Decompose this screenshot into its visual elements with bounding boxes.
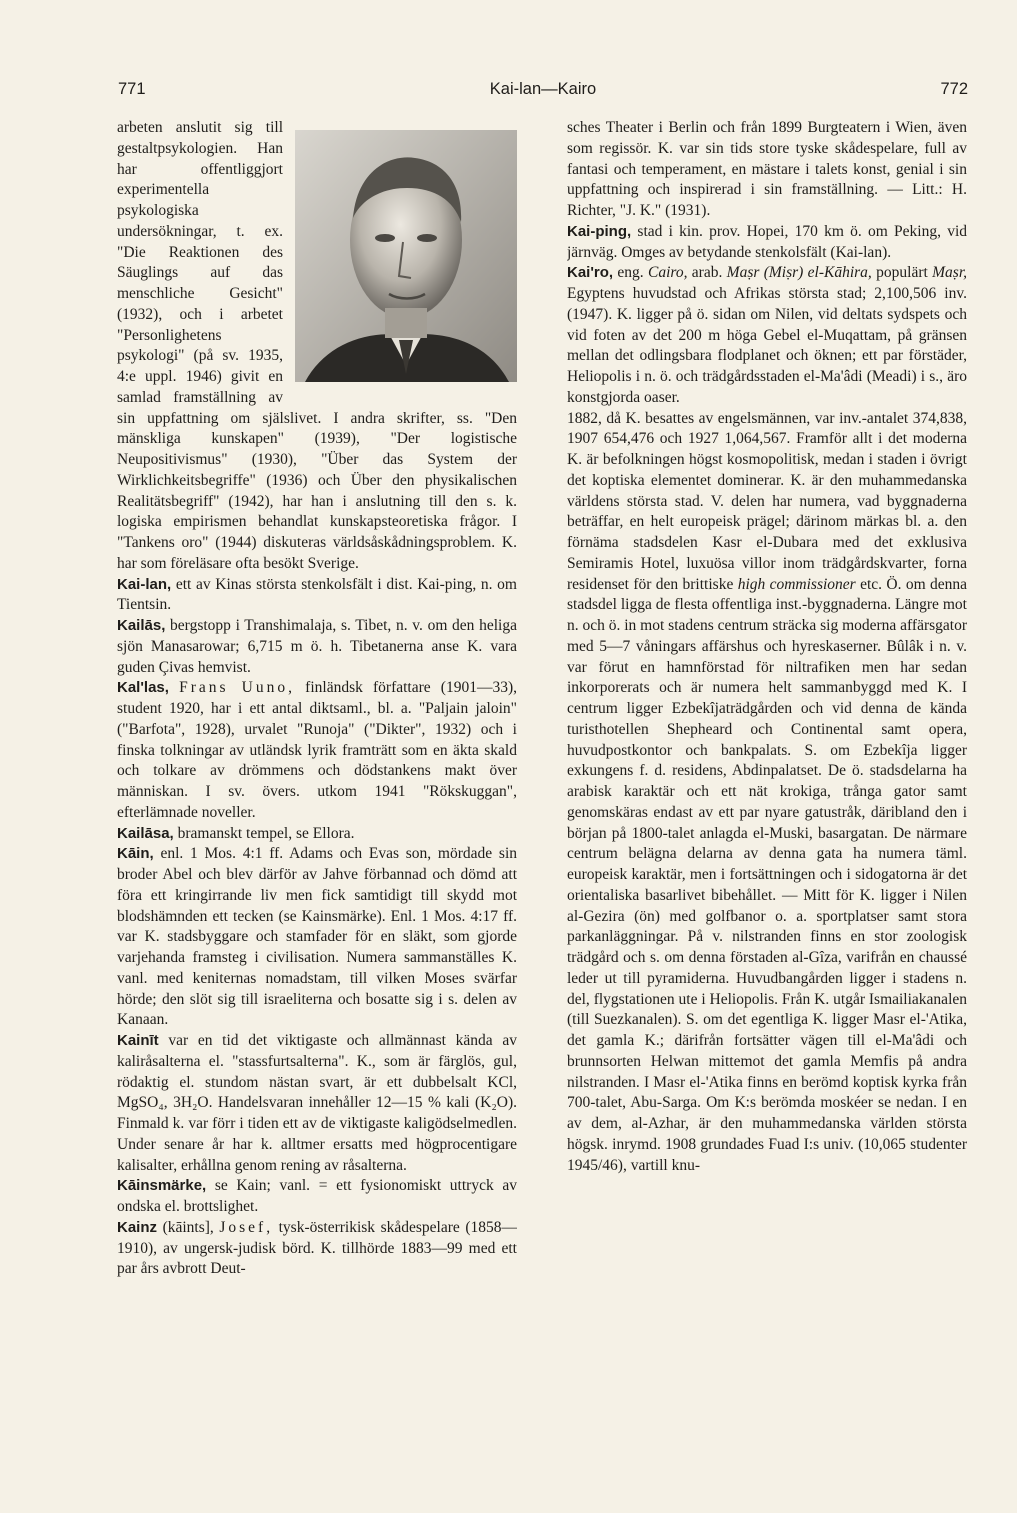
foreign-name: Maṣr, (932, 264, 967, 282)
entry-kai-lan (117, 575, 517, 617)
entry-kainsmarke (117, 1176, 517, 1218)
entry-kainit (117, 1031, 517, 1176)
entry-text: arab. (687, 264, 727, 282)
entry-kailas (117, 616, 517, 678)
entry-kallas (117, 678, 517, 823)
headword: Kai'ro, (567, 264, 614, 282)
headword: Kainz (117, 1218, 158, 1236)
running-head-title: Kai-lan—Kairo (489, 80, 597, 98)
entry-text: populärt (871, 264, 933, 282)
headword: Kainīt (117, 1032, 159, 1049)
entry-kairo (567, 263, 967, 408)
entry-kailasa (117, 824, 517, 845)
entry-kai-ping (567, 222, 967, 264)
entry-text: bergstopp i Transhimalaja, s. Tibet, n. v. om den heliga sjön Manasarowar; 6,715 m ö. h. Tibetanerna anse K. vara guden Çivas hemvist. (117, 617, 517, 676)
entry-text: etc. Ö. om denna stadsdel ligga de flesta offentliga inst.-byggnaderna. Längre mot n. och ö. in mot stadens centrum sträcka sig moderna affärsgator med 5—7 våningars affärshus och hyreskaserner. Bûlâk i n. v. var förut en hamnförstad för niltrafiken men har sedan inkorporerats och är numera helt sammanbyggd med K. I centrum ligger Ezbekîjaträdgården och vid denna de kända turisthotellen Shepheard och Continental samt opera, huvudpostkontor och bankpalats. S. om Ezbekîja ligger exkungens f. d. residens, Abdinpalatset. De ö. stadsdelarna ha arabisk karaktär och ett nät krokiga, trånga gator samt genomskäras endast av ett par nyare gatustråk, däribland den i början på 1800-talet anlagda el-Muski, basargatan. De närmare centrum belägna delarna av denna gata ha numera täml. europeisk karaktär, men i fortsättningen och i sidogatorna är det orientaliska basarlivet bibehållet. — Mitt för K. ligger i Nilen al-Gezira (ön) med golfbanor o. a. sportplatser samt stora parkanläggningar. På v. nilstranden finns en stor zoologisk trädgård och s. om denna förstaden al-Gîza, varifrån en chaussé leder ut till pyramiderna. Huvudbangården ligger i stadens n. del, flygstationen ute i Heliopolis. Från K. utgår Ismailiakanalen (till Suezkanalen). S. om det egentliga K. ligger Masr el-'Atika, det gamla K.; därifrån fortsätter vägen till el-Ma'âdi och brunnsorten Helwan mittemot det gamla Memfis på andra nilstranden. I Masr el-'Atika finns en berömd koptisk kyrka från 700-talet, Abu-Sarga. Om K:s berömda moskéer se nedan. I en av dem, al-Azhar, är den muhammedanska världen största högsk. inrymd. 1908 grundades Fuad I:s univ. (10,065 studenter 1945/46), vartill knu- (567, 575, 967, 1174)
entry-kainz (117, 1218, 517, 1280)
portrait-image (295, 130, 517, 382)
entry-text: enl. 1 Mos. 4:1 ff. Adams och Evas son, mördade sin broder Abel och blev därför av Jahve förbannad och dömd att föra ett kringirrande liv men fick samtidigt till skydd mot blodshämnden ett tecken (se Kainsmärke). Enl. 1 Mos. 4:17 ff. var K. stadsbyggare och stamfader för en släkt, som gjorde varjehanda framsteg i civilisation. Numera sammanställes K. vanl. med keniternas nomadstam, till vilken Moses svärfar hörde; den slöt sig till israeliterna och bosatte sig i s. delen av Kanaan. (117, 845, 517, 1029)
foreign-term: high commissioner (737, 575, 856, 593)
entry-text: tysk-österrikisk skådespelare (1858—1910), av ungersk-judisk börd. K. tillhörde 1883—99 med ett par års avbrott Deut- (117, 1218, 517, 1278)
entry-kain (117, 844, 517, 1031)
entry-text: 1882, då K. besattes av engelsmännen, var inv.-antalet 374,838, 1907 654,476 och 1927 1,064,567. Framför allt i det moderna K. är befolkningen högst kosmopolitisk, medan i staden i övrigt det koptiska elementet dominerar. K. är den muhammedanska världens största stad. V. delen har numera, vad byggnaderna beträffar, en helt europeisk prägel; därinom märkas bl. a. den förnäma stadsdelen Kasr el-Dubara med det exklusiva Semiramis Hotel, luxuösa villor inom trädgårdskvarter, forna residenset för den brittiske (567, 409, 967, 593)
headword: Kai-lan, (117, 575, 172, 593)
page-number-right: 772 (940, 80, 968, 98)
foreign-name: Cairo, (647, 264, 688, 282)
left-column (117, 118, 517, 1380)
headword: Kal'las, (117, 679, 169, 697)
entry-text: ett av Kinas största stenkolsfält i dist. Kai-ping, n. om Tientsin. (117, 575, 517, 614)
person-name: Josef, (219, 1218, 274, 1236)
entry-continuation (567, 118, 967, 222)
person-name: Frans Uuno, (179, 679, 296, 697)
portrait-photo (295, 130, 517, 382)
headword: Kailāsa, (117, 824, 174, 842)
pronunciation: (kāints], (157, 1218, 220, 1236)
entry-text: var en tid det viktigaste och allmännast kända av kaliråsalterna el. "stassfurtsalterna". K., som är färglös, gul, rödaktig el. stundom nästan svart, är ett dubbelsalt KCl, MgSO₄, 3H₂O. Handelsvaran innehåller 12—15 % kali (K₂O). Finmald k. var förr i tiden ett av de viktigaste kaligödselmedlen. Under senare år har k. alltmer ersatts med högprocentigare kalisalter, erhållna genom rening av råsalterna. (117, 1032, 517, 1174)
entry-text: finländsk författare (1901—33), student 1920, har i ett antal diktsaml., bl. a. "Paljain jaloin" ("Barfota", 1928), urvalet "Runoja" ("Dikter", 1932) och i finska tolkningar av utländsk lyrik framträtt som en äkta skald och tolkare av drömmens och dödstankens makt över människan. I sv. övers. utkom 1941 "Rökskuggan", efterlämnade noveller. (117, 679, 517, 821)
foreign-name: Maṣr (Miṣr) el-Kāhira, (726, 264, 872, 282)
entry-text: se Kain; vanl. = ett fysionomiskt uttryck av ondska el. brottslighet. (117, 1177, 517, 1215)
entry-text: stad i kin. prov. Hopei, 170 km ö. om Peking, vid järnväg. Omges av betydande stenkolsfält (Kai-lan). (567, 222, 967, 261)
headword: Kai-ping, (567, 222, 632, 240)
right-column (567, 118, 967, 1380)
entry-text: eng. (613, 264, 648, 282)
entry-kairo-history (567, 409, 967, 1177)
running-head (118, 80, 968, 106)
body-text: arbeten anslutit sig till gestaltpsykologien. Han har offentliggjort experimentella psykologiska undersökningar, t. ex. "Die Reaktionen des Säuglings auf das menschliche Gesicht" (1932), och i arbetet "Personlighetens psykologi" (på sv. 1935, 4:e uppl. 1946) givit en samlad framställning av sin uppfattning om själslivet. I andra skrifter, ss. "Den mänskliga kunskapen" (1939), "Der logistische Neupositivismus" (1930), "Über das System der Wirklichkeitsbegriffe" (1936) och Über den physikalischen Realitätsbegriff" (1942), har han i anslutning till den s. k. logiska empirismen behandlat kunskapsteoretiska frågor. I "Tankens oro" (1944) diskuteras världsåskådningsproblem. K. har som föreläsare ofta besökt Sverige. (117, 119, 517, 572)
body-text: sches Theater i Berlin och från 1899 Burgteatern i Wien, även som regissör. K. var sin tids store tyske skådespelare, full av fantasi och temperament, en mästare i talets konst, genial i sin uppfattning och inspirerad i sin framställning. — Litt.: H. Richter, "J. K." (1931). (567, 119, 967, 219)
headword: Kāin, (117, 845, 154, 863)
headword: Kailās, (117, 617, 166, 634)
page-number-left: 771 (118, 80, 146, 98)
entry-text: bramanskt tempel, se Ellora. (173, 824, 355, 842)
headword: Kāinsmärke, (117, 1177, 207, 1195)
entry-text: Egyptens huvudstad och Afrikas största stad; 2,100,506 inv. (1947). K. ligger på ö. sidan om Nilen, vid deltats sydspets och vid foten av det 200 m höga Gebel el-Muqattam, på gränsen mellan det odlingsbara flodplanet och öknen; ett par förstäder, Heliopolis i n. ö. och trädgårdsstaden el-Ma'âdi (Meadi) i s., äro konstgjorda oaser. (567, 285, 967, 406)
